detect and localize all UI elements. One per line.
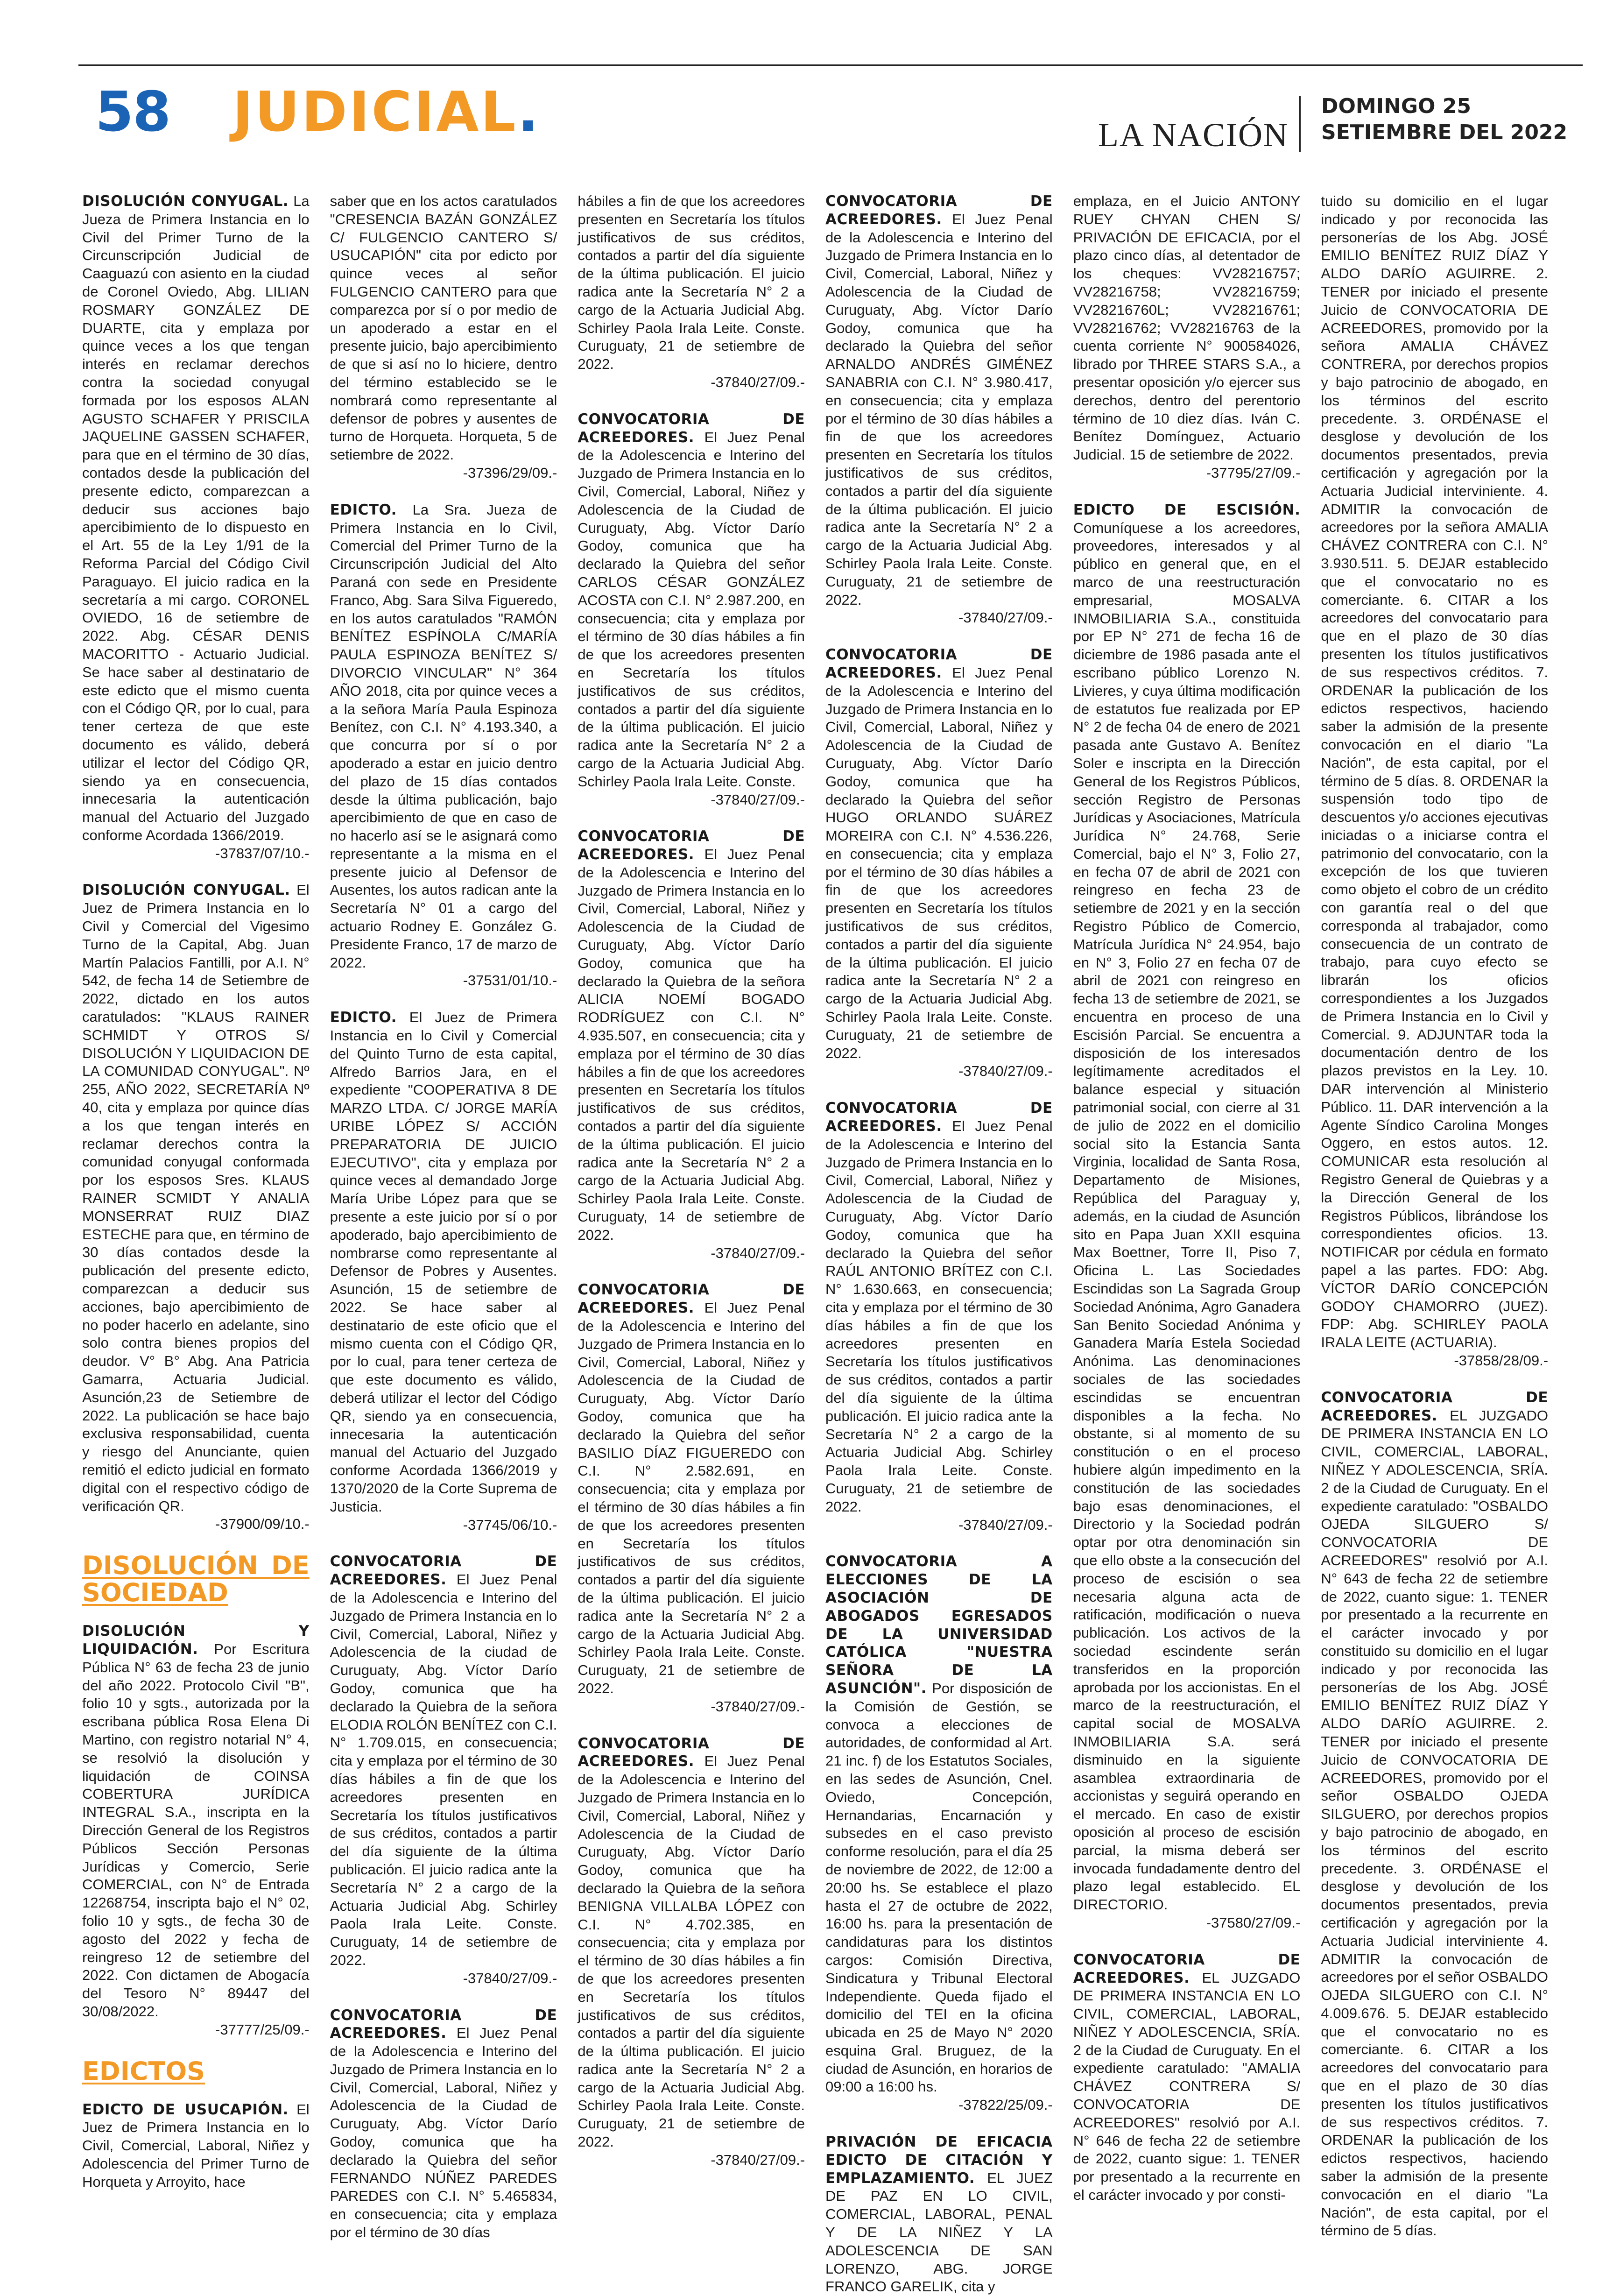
notice-reference-code: -37840/27/09.- — [958, 1516, 1053, 1533]
notice-reference-code: -37900/09/10.- — [215, 1516, 310, 1533]
notice-body: hábiles a fin de que los acreedores presenten en Secretaría los títulos justificativos de sus créditos, contados a partir del día siguiente de la última publicación. El juicio radica ante la Secretaría N° 2 a cargo de la Actuaria Judicial Abg. Schirley Paola Irala Leite. Conste. Curuguaty, 21 de setiembre de 2022. — [578, 193, 805, 373]
notice-heading: EDICTO DE ESCISIÓN. — [1073, 501, 1301, 518]
notice-heading: EDICTO. — [330, 501, 397, 518]
legal-notice — [330, 1553, 557, 1987]
legal-notice — [1073, 1951, 1301, 2204]
notice-reference-code: -37580/27/09.- — [1206, 1914, 1301, 1931]
notice-body: El Juez Penal de la Adolescencia e Interino del Juzgado de Primera Instancia en lo Civil, Comercial, Laboral, Niñez y Adolescencia de la Ciudad de Curuguaty, Abg. Víctor Darío Godoy, comunica que ha declarado la Quiebra del señor CARLOS CÉSAR GONZÁLEZ ACOSTA con C.I. N° 2.987.200, en consecuencia; cita y emplaza por el término de 30 días hábiles a fin de que los acreedores presenten en Secretaría los títulos justificativos de sus créditos, contados a partir del día siguiente de la última publicación. El juicio radica ante la Secretaría N° 2 a cargo de la Actuaria Judicial Abg. Schirley Paola Irala Leite. Conste. — [578, 429, 805, 790]
notice-body: La Sra. Jueza de Primera Instancia en lo Civil, Comercial del Primer Turno de la Circunscripción Judicial del Alto Paraná con sede en Presidente Franco, Abg. Sara Silva Figueredo, en los autos caratulados "RAMÓN BENÍTEZ ESPÍNOLA C/MARÍA PAULA ESPINOZA BENÍTEZ S/ DIVORCIO VINCULAR" N° 364 AÑO 2018, cita por quince veces a a la señora María Paula Espinoza Benítez, con C.I. N° 4.193.340, a que concurra por sí o por apoderado a estar en juicio dentro del plazo de 15 días contados desde la última publicación, bajo apercibimiento de que en caso de no hacerlo así se le asignará como representante a la misma en el presente juicio al Defensor de Ausentes, los autos radican ante la Secretaría N° 01 a cargo del actuario Rodney E. González G. Presidente Franco, 17 de marzo de 2022. — [330, 501, 557, 971]
notice-reference-code: -37531/01/10.- — [463, 972, 557, 989]
column-6 — [1321, 192, 1549, 2239]
section-title-text: JUDICIAL — [232, 79, 518, 144]
notice-reference-code: -37858/28/09.- — [1454, 1352, 1549, 1369]
legal-notice — [825, 1553, 1053, 2114]
legal-notice — [1321, 1389, 1548, 2240]
category-heading: DISOLUCIÓN DE SOCIEDAD — [82, 1551, 310, 1608]
notice-body: tuido su domicilio en el lugar indicado y por reconocida las personerías de los Abg. JOSÉ EMILIO BENÍTEZ RUIZ DÍAZ Y ALDO DARÍO AGUIRRE. 2. TENER por iniciado el presente Juicio de CONVOCATORIA DE ACREEDORES, promovido por la señora AMALIA CHÁVEZ CONTRERA, por derechos propios y bajo patrocinio de abogado, en los términos del escrito precedente. 3. ORDÉNASE el desglose y devolución de los documentos presentados, previa certificación y agregación por la Actuaria Judicial interviniente. 4. ADMITIR la convocación de acreedores por la señora AMALIA CHÁVEZ CONTRERA con C.I. N° 3.930.511. 5. DEJAR establecido que el convocatario no es comerciante. 6. CITAR a los acreedores del convocatario para que en el plazo de 30 días presenten los títulos justificativos de sus respectivos créditos. 7. ORDENAR la publicación de los edictos respectivos, haciendo saber la admisión de la presente convocación en el diario "La Nación", de esta capital, por el término de 5 días. 8. ORDENAR la suspensión todo tipo de descuentos y/o acciones ejecutivas iniciadas o a iniciarse contra el patrimonio del convocatario, con la excepción de los que tuvieren como objeto el cobro de un crédito con garantía real o del que corresponda al trabajador, como consecuencia de un contrato de trabajo, para cuyo efecto se librarán los oficios correspondientes a los Juzgados de Primera Instancia en lo Civil y Comercial. 9. ADJUNTAR toda la documentación dentro de los plazos previstos en la Ley. 10. DAR intervención al Ministerio Público. 11. DAR intervención a la Agente Síndico Carolina Monges Oggero, en estos autos. 12. COMUNICAR esta resolución al Registro General de Quiebras y a la Dirección General de los Registros Públicos, librándose los correspondientes oficios. 13. NOTIFICAR por cédula en formato papel a las partes. FDO: Abg. VÍCTOR DARÍO CONCEPCIÓN GODOY CHAMORRO (JUEZ). FDP: Abg. SCHIRLEY PAOLA IRALA LEITE (ACTUARIA). — [1321, 193, 1549, 1351]
notice-heading: CONVOCATORIA DE ACREEDORES. — [578, 410, 805, 446]
notice-reference-code: -37840/27/09.- — [711, 374, 805, 390]
legal-notice — [578, 1735, 805, 2169]
notice-body: El Juez de Primera Instancia en lo Civil, Comercial, Laboral, Niñez y Adolescencia del Primer Turno de Horqueta y Arroyito, hace — [82, 2101, 310, 2190]
notice-reference-code: -37840/27/09.- — [463, 1970, 557, 1986]
legal-notice — [330, 2006, 557, 2242]
classifieds-columns — [82, 192, 1549, 2295]
notice-reference-code: -37840/27/09.- — [711, 2151, 805, 2168]
page-header — [78, 70, 1583, 154]
notice-reference-code: -37840/27/09.- — [958, 609, 1053, 626]
legal-notice — [578, 827, 805, 1262]
section-title — [232, 79, 540, 144]
notice-heading: EDICTO DE USUCAPIÓN. — [82, 2101, 289, 2118]
notice-body: EL JUZGADO DE PRIMERA INSTANCIA EN LO CIVIL, COMERCIAL, LABORAL, NIÑEZ Y ADOLESCENCIA, SRÍA. 2 de la Ciudad de Curuguaty. En el expediente caratulado: "AMALIA CHÁVEZ CONTRERA S/ CONVOCATORIA DE ACREEDORES" resolvió por A.I. N° 646 de fecha 22 de setiembre de 2022, cuanto sigue: 1. TENER por presentado a la recurrente en el carácter invocado y por consti- — [1073, 1969, 1301, 2204]
notice-body: El Juez Penal de la Adolescencia e Interino del Juzgado de Primera Instancia en lo Civil, Comercial, Laboral, Niñez y Adolescencia de la Ciudad de Curuguaty, Abg. Víctor Darío Godoy, comunica que ha declarado la Quiebra del señor HUGO ORLANDO SUÁREZ MOREIRA con C.I. N° 4.536.226, en consecuencia; cita y emplaza por el término de 30 días hábiles a fin de que los acreedores presenten en Secretaría los títulos justificativos de sus créditos, contados a partir del día siguiente de la última publicación. El juicio radica ante la Secretaría N° 2 a cargo de la Actuaria Judicial Abg. Schirley Paola Irala Leite. Conste. Curuguaty, 21 de setiembre de 2022. — [825, 664, 1053, 1061]
notice-heading: CONVOCATORIA DE ACREEDORES. — [825, 1100, 1053, 1135]
notice-body: saber que en los actos caratulados "CRESENCIA BAZÁN GONZÁLEZ C/ FULGENCIO CANTERO S/ USUCAPIÓN" cita por edicto por quince veces al señor FULGENCIO CANTERO para que comparezca por sí o por medio de un apoderado a estar en el presente juicio, bajo apercibimiento de que si así no lo hiciere, dentro del término establecido se le nombrará como representante al defensor de pobres y ausentes de turno de Horqueta. Horqueta, 5 de setiembre de 2022. — [330, 193, 557, 463]
notice-heading: CONVOCATORIA DE ACREEDORES. — [1321, 1389, 1549, 1424]
page-number: 58 — [95, 79, 170, 144]
notice-reference-code: -37840/27/09.- — [711, 1698, 805, 1715]
notice-body: El Juez Penal de la Adolescencia e Interino del Juzgado de Primera Instancia en lo Civil, Comercial, Laboral, Niñez y Adolescencia de la Ciudad de Curuguaty, Abg. Víctor Darío Godoy, comunica que ha declarado la Quiebra del señor BASILIO DÍAZ FIGUEREDO con C.I. N° 2.582.691, en consecuencia; cita y emplaza por el término de 30 días hábiles a fin de que los acreedores presenten en Secretaría los títulos justificativos de sus créditos, contados a partir del día siguiente de la última publicación. El juicio radica ante la Secretaría N° 2 a cargo de la Actuaria Judicial Abg. Schirley Paola Irala Leite. Conste. Curuguaty, 21 de setiembre de 2022. — [578, 1300, 805, 1696]
notice-heading: CONVOCATORIA DE ACREEDORES. — [825, 193, 1053, 228]
notice-heading: DISOLUCIÓN Y LIQUIDACIÓN. — [82, 1623, 310, 1658]
notice-body: El Juez de Primera Instancia en lo Civil y Comercial del Vigesimo Turno de la Capital, Abg. Juan Martín Palacios Fantilli, por A.I. N° 542, de fecha 14 de Setiembre de 2022, dictado en los autos caratulados: "KLAUS RAINER SCHMIDT Y OTROS S/ DISOLUCIÓN Y LIQUIDACION DE LA COMUNIDAD CONYUGAL". Nº 255, AÑO 2022, SECRETARÍA Nº 40, cita y emplaza por quince días a los que tengan interés en reclamar derechos contra la comunidad conyugal conformada por los esposos Sres. KLAUS RAINER SCMIDT Y ANALIA MONSERRAT RUIZ DIAZ ESTECHE para que, en término de 30 días contados desde la publicación del presente edicto, comparezcan a deducir sus acciones, bajo apercibimiento de no poder hacerlo en adelante, sino solo contra bienes propios del deudor. V° B° Abg. Ana Patricia Gamarra, Actuaria Judicial. Asunción,23 de Setiembre de 2022. La publicación se hace bajo exclusiva responsabilidad, cuenta y riesgo del Anunciante, quien remitió el edicto judicial en formato digital con el respectivo código de verificación QR. — [82, 882, 310, 1514]
notice-body: Comuníquese a los acreedores, proveedores, interesados y al público en general que, en el marco de una reestructuración empresarial, MOSALVA INMOBILIARIA S.A., constituida por EP N° 271 de fecha 16 de diciembre de 1986 pasada ante el escribano público Lorenzo N. Livieres, y cuya última modificación de estatutos fue realizada por EP N° 2 de fecha 04 de enero de 2021 pasada ante Gustavo A. Benítez Soler e inscripta en la Dirección General de los Registros Públicos, sección Registro de Personas Jurídicas y Asociaciones, Matrícula Jurídica N° 24.768, Serie Comercial, bajo el N° 3, Folio 27, en fecha 07 de abril de 2021 con reingreso en fecha 23 de setiembre de 2021 y en la sección Registro Público de Comercio, Matrícula Jurídica N° 24.954, bajo en N° 3, Folio 27 en fecha 07 de abril de 2021 con reingreso en fecha 13 de setiembre de 2021, se encuentra en proceso de una Escisión Parcial. Se encuentra a disposición de los interesados legítimamente acreditados el balance especial y situación patrimonial social, con cierre al 31 de julio de 2022 en el domicilio social sito la Estancia Santa Virginia, localidad de Santa Rosa, Departamento de Misiones, República del Paraguay y, además, en la ciudad de Asunción sito en Papa Juan XXII esquina Max Boettner, Torre II, Piso 7, Oficina L. Las Sociedades Escindidas son La Sagrada Group Sociedad Anónima, Agro Ganadera San Benito Sociedad Anónima y Ganadera María Estela Sociedad Anónima. Las denominaciones sociales de las sociedades escindidas se encuentran disponibles a la fecha. No obstante, si al momento de su constitución o en el proceso hubiere algún impedimento en la constitución de las sociedades bajo esas denominaciones, el Directorio y la Sociedad podrán optar por otra denominación sin que ello obste a la consecución del proceso de escisión o sea necesaria alguna acta de ratificación, modificación o nueva publicación. Los activos de la sociedad escindente serán transferidos en la proporción aprobada por los accionistas. En el marco de la reestructuración, el capital social de MOSALVA INMOBILIARIA S.A. será disminuido en la siguiente asamblea extraordinaria de accionistas y seguirá operando en el mercado. En caso de existir oposición al proceso de escisión parcial, la misma deberá ser invocada fundadamente dentro del plazo legal establecido. EL DIRECTORIO. — [1073, 519, 1301, 1913]
legal-notice — [82, 881, 310, 1533]
notice-heading: CONVOCATORIA DE ACREEDORES. — [330, 2006, 557, 2042]
notice-heading: CONVOCATORIA DE ACREEDORES. — [578, 828, 805, 863]
notice-heading: DISOLUCIÓN CONYUGAL. — [82, 882, 290, 899]
notice-heading: CONVOCATORIA DE ACREEDORES. — [825, 646, 1053, 681]
legal-notice — [825, 646, 1053, 1081]
notice-heading: CONVOCATORIA DE ACREEDORES. — [330, 1553, 557, 1589]
notice-reference-code: -37837/07/10.- — [215, 845, 310, 862]
notice-body: El Juez Penal de la Adolescencia e Interino del Juzgado de Primera Instancia en lo Civil, Comercial, Laboral, Niñez y Adolescencia de la Ciudad de Curuguaty, Abg. Víctor Darío Godoy, comunica que ha declarado la Quiebra del señor RAÚL ANTONIO BRÍTEZ con C.I. N° 1.630.663, en consecuencia; cita y emplaza por el término de 30 días hábiles a fin de que los acreedores presenten en Secretaría los títulos justificativos de sus créditos, contados a partir del día siguiente de la última publicación. El juicio radica ante la Secretaría N° 2 a cargo de la Actuaria Judicial Abg. Schirley Paola Irala Leite. Conste. Curuguaty, 21 de setiembre de 2022. — [825, 1118, 1053, 1515]
notice-reference-code: -37745/06/10.- — [463, 1516, 557, 1533]
notice-body: Por Escritura Pública N° 63 de fecha 23 de junio del año 2022. Protocolo Civil "B", folio 10 y sgts., autorizada por la escribana pública Rosa Elena Di Martino, con registro notarial N° 4, se resolvió la disolución y liquidación de COINSA COBERTURA JURÍDICA INTEGRAL S.A., inscripta en la Dirección General de los Registros Públicos Sección Personas Jurídicas y Comercio, Serie COMERCIAL, con N° de Entrada 12268754, inscripta bajo el N° 02, folio 10 y sgts., de fecha 30 de agosto del 2022 y fecha de reingreso 12 de setiembre del 2022. Con dictamen de Abogacía del Tesoro N° 89447 del 30/08/2022. — [82, 1640, 310, 2020]
legal-notice — [825, 1099, 1053, 1534]
legal-notice — [825, 192, 1053, 627]
notice-heading: EDICTO. — [330, 1009, 397, 1026]
legal-notice — [82, 2101, 310, 2191]
category-heading: EDICTOS — [82, 2056, 205, 2086]
column-1 — [82, 192, 310, 2190]
notice-body: La Jueza de Primera Instancia en lo Civil del Primer Turno de la Circunscripción Judicial de Caaguazú con asiento en la ciudad de Coronel Oviedo, Abg. LILIAN ROSMARY GONZÁLEZ DE DUARTE, cita y emplaza por quince veces a los que tengan interés en reclamar derechos contra la sociedad conyugal formada por los esposos ALAN AGUSTO SCHAFER Y PRISCILA JAQUELINE GASSEN SCHAFER, para que en el término de 30 días, contados desde la publicación del presente edicto, comparezcan a deducir sus acciones bajo apercibimiento de lo dispuesto en el Art. 55 de la Ley 1/91 de la Reforma Parcial del Código Civil Paraguayo. El juicio radica en la secretaría a mi cargo. CORONEL OVIEDO, 16 de setiembre de 2022. Abg. CÉSAR DENIS MACORITTO - Actuario Judicial. Se hace saber al destinatario de este edicto que el mismo cuenta con el Código QR, por lo cual, para tener certeza de que este documento es válido, deberá utilizar el lector del Código QR, siendo ya en consecuencia, innecesaria la autenticación manual del Actuario del Juzgado conforme Acordada 1366/2019. — [82, 193, 310, 843]
issue-date — [1321, 93, 1583, 146]
newspaper-logo: LA NACIÓN — [1098, 116, 1289, 154]
notice-heading: DISOLUCIÓN CONYUGAL. — [82, 193, 289, 210]
notice-reference-code: -37840/27/09.- — [711, 791, 805, 808]
notice-reference-code: -37840/27/09.- — [958, 1063, 1053, 1080]
notice-body: El Juez Penal de la Adolescencia e Interino del Juzgado de Primera Instancia en lo Civil, Comercial, Laboral, Niñez y Adolescencia de la Ciudad de Curuguaty, Abg. Víctor Darío Godoy, comunica que ha declarado la Quiebra del señor ARNALDO ANDRÉS GIMÉNEZ SANABRIA con C.I. N° 3.980.417, en consecuencia; cita y emplaza por el término de 30 días hábiles a fin de que los acreedores presenten en Secretaría los títulos justificativos de sus créditos, contados a partir del día siguiente de la última publicación. El juicio radica ante la Secretaría N° 2 a cargo de la Actuaria Judicial Abg. Schirley Paola Irala Leite. Conste. Curuguaty, 21 de setiembre de 2022. — [825, 211, 1053, 608]
legal-notice — [330, 501, 557, 990]
header-rule — [78, 64, 1583, 66]
notice-reference-code: -37795/27/09.- — [1206, 464, 1301, 481]
notice-reference-code: -37840/27/09.- — [711, 1244, 805, 1261]
column-4 — [825, 192, 1053, 2295]
issue-date-month: SETIEMBRE DEL 2022 — [1321, 120, 1568, 144]
legal-notice — [330, 1009, 557, 1534]
notice-heading: PRIVACIÓN DE EFICACIA EDICTO DE CITACIÓN Y EMPLAZAMIENTO. — [825, 2134, 1053, 2187]
legal-notice — [1321, 192, 1548, 1370]
legal-notice — [82, 1622, 310, 2039]
notice-body: El Juez Penal de la Adolescencia e Interino del Juzgado de Primera Instancia en lo Civil, Comercial, Laboral, Niñez y Adolescencia de la Ciudad de Curuguaty, Abg. Víctor Darío Godoy, comunica que ha declarado la Quiebra de la señora BENIGNA VILLALBA LÓPEZ con C.I. N° 4.702.385, en consecuencia; cita y emplaza por el término de 30 días hábiles a fin de que los acreedores presenten en Secretaría los títulos justificativos de sus créditos, contados a partir del día siguiente de la última publicación. El juicio radica ante la Secretaría N° 2 a cargo de la Actuaria Judicial Abg. Schirley Paola Irala Leite. Conste. Curuguaty, 21 de setiembre de 2022. — [578, 1753, 805, 2150]
legal-notice — [825, 2133, 1053, 2296]
legal-notice — [578, 192, 805, 392]
column-5 — [1073, 192, 1301, 2204]
legal-notice — [578, 1281, 805, 1716]
notice-body: El Juez Penal de la Adolescencia e Interino del Juzgado de Primera Instancia en lo Civil, Comercial, Laboral, Niñez y Adolescencia de la Ciudad de Curuguaty, Abg. Víctor Darío Godoy, comunica que ha declarado la Quiebra del señor FERNANDO NÚÑEZ PAREDES PAREDES con C.I. N° 5.465834, en consecuencia; cita y emplaza por el término de 30 días — [330, 2025, 557, 2241]
legal-notice — [578, 410, 805, 809]
issue-date-day: DOMINGO 25 — [1321, 94, 1471, 118]
notice-body: EL JUZGADO DE PRIMERA INSTANCIA EN LO CIVIL, COMERCIAL, LABORAL, NIÑEZ Y ADOLESCENCIA, SRÍA. 2 de la Ciudad de Curuguaty. En el expediente caratulado: "OSBALDO OJEDA SILGUERO S/ CONVOCATORIA DE ACREEDORES" resolvió por A.I. N° 643 de fecha 22 de setiembre de 2022, cuanto sigue: 1. TENER por presentado a la recurrente en el carácter invocado y por constituido su domicilio en el lugar indicado y por reconocida las personerías de los Abg. JOSÉ EMILIO BENÍTEZ RUIZ DÍAZ Y ALDO DARÍO AGUIRRE. 2. TENER por iniciado el presente Juicio de CONVOCATORIA DE ACREEDORES, promovido por el señor OSBALDO OJEDA SILGUERO, por derechos propios y bajo patrocinio de abogado, en los términos del escrito precedente. 3. ORDÉNASE el desglose y devolución de los documentos presentados, previa certificación y agregación por la Actuaria Judicial interviniente 4. ADMITIR la convocación de acreedores por el señor OSBALDO OJEDA SILGUERO con C.I. N° 4.009.676. 5. DEJAR establecido que el convocatario no es comerciante. 6. CITAR a los acreedores del convocatario para que en el plazo de 30 días presenten los títulos justificativos de sus respectivos créditos. 7. ORDENAR la publicación de los edictos respectivos, haciendo saber la admisión de la presente convocación en el diario "La Nación", de esta capital, por el término de 5 días. — [1321, 1407, 1549, 2239]
header-divider — [1299, 96, 1301, 152]
notice-heading: CONVOCATORIA A ELECCIONES DE LA ASOCIACIÓN DE ABOGADOS EGRESADOS DE LA UNIVERSIDAD CATÓLICA "NUESTRA SEÑORA DE LA ASUNCIÓN". — [825, 1553, 1053, 1697]
notice-body: El Juez Penal de la Adolescencia e Interino del Juzgado de Primera Instancia en lo Civil, Comercial, Laboral, Niñez y Adolescencia de la ciudad de Curuguaty, Abg. Víctor Darío Godoy, comunica que ha declarado la Quiebra de la señora ELODIA ROLÓN BENÍTEZ con C.I. N° 1.709.015, en consecuencia; cita y emplaza por el término de 30 días hábiles a fin de que los acreedores presenten en Secretaría los títulos justificativos de sus créditos, contados a partir del día siguiente de la última publicación. El juicio radica ante la Secretaría N° 2 a cargo de la Actuaria Judicial Abg. Schirley Paola Irala Leite. Conste. Curuguaty, 14 de setiembre de 2022. — [330, 1571, 557, 1968]
legal-notice — [82, 192, 310, 862]
section-title-dot: . — [517, 79, 541, 144]
notice-body: El Juez Penal de la Adolescencia e Interino del Juzgado de Primera Instancia en lo Civil, Comercial, Laboral, Niñez y Adolescencia de la Ciudad de Curuguaty, Abg. Víctor Darío Godoy, comunica que ha declarado la Quiebra de la señora ALICIA NOEMÍ BOGADO RODRÍGUEZ con C.I. N° 4.935.507, en consecuencia; cita y emplaza por el término de 30 días hábiles a fin de que los acreedores presenten en Secretaría los títulos justificativos de sus créditos, contados a partir del día siguiente de la última publicación. El juicio radica ante la Secretaría N° 2 a cargo de la Actuaria Judicial Abg. Schirley Paola Irala Leite. Conste. Curuguaty, 14 de setiembre de 2022. — [578, 846, 805, 1243]
column-3 — [578, 192, 805, 2168]
legal-notice — [330, 192, 557, 482]
notice-body: El Juez de Primera Instancia en lo Civil y Comercial del Quinto Turno de esta capital, Alfredo Barrios Jara, en el expediente "COOPERATIVA 8 DE MARZO LTDA. C/ JORGE MARÍA URIBE LÓPEZ S/ ACCIÓN PREPARATORIA DE JUICIO EJECUTIVO", cita y emplaza por quince veces al demandado Jorge María Uribe López para que se presente a este juicio por sí o por apoderado, bajo apercibimiento de nombrarse como representante al Defensor de Pobres y Ausentes. Asunción, 15 de setiembre de 2022. Se hace saber al destinatario de este oficio que el mismo cuenta con el Código QR, por lo cual, para tener certeza de que este documento es válido, deberá utilizar el lector del Código QR, siendo ya en consecuencia, innecesaria la autenticación manual del Actuario del Juzgado conforme Acordada 1366/2019 y 1370/2020 de la Corte Suprema de Justicia. — [330, 1009, 557, 1515]
legal-notice — [1073, 501, 1301, 1932]
notice-reference-code: -37822/25/09.- — [958, 2097, 1053, 2113]
notice-reference-code: -37777/25/09.- — [215, 2021, 310, 2038]
column-2 — [330, 192, 557, 2241]
notice-heading: CONVOCATORIA DE ACREEDORES. — [578, 1281, 805, 1317]
legal-notice — [1073, 192, 1301, 482]
notice-heading: CONVOCATORIA DE ACREEDORES. — [578, 1735, 805, 1770]
notice-reference-code: -37396/29/09.- — [463, 464, 557, 481]
notice-body: emplaza, en el Juicio ANTONY RUEY CHYAN CHEN S/ PRIVACIÓN DE EFICACIA, por el plazo cinco días, al detentador de los cheques: VV28216757; VV28216758; VV28216759; VV28216760L; VV28216761; VV28216762; VV28216763 de la cuenta corriente N° 900584026, librado por THREE STARS S.A., a presentar oposición y/o ejercer sus derechos, dentro del perentorio término de 10 diez días. Iván C. Benítez Domínguez, Actuario Judicial. 15 de setiembre de 2022. — [1073, 193, 1301, 463]
notice-body: Por disposición de la Comisión de Gestión, se convoca a elecciones de autoridades, de conformidad al Art. 21 inc. f) de los Estatutos Sociales, en las sedes de Asunción, Cnel. Oviedo, Concepción, Hernandarias, Encarnación y subsedes en el caso previsto conforme resolución, para el día 25 de noviembre de 2022, de 12:00 a 20:00 hs. Se establece el plazo hasta el 27 de octubre de 2022, 16:00 hs. para la presentación de candidaturas para los distintos cargos: Comisión Directiva, Sindicatura y Tribunal Electoral Independiente. Queda fijado el domicilio del TEI en la oficina ubicada en 25 de Mayo N° 2020 esquina Gral. Bruguez, de la ciudad de Asunción, en horarios de 09:00 a 16:00 hs. — [825, 1680, 1053, 2095]
notice-heading: CONVOCATORIA DE ACREEDORES. — [1073, 1951, 1301, 1986]
notice-body: EL JUEZ DE PAZ EN LO CIVIL, COMERCIAL, LABORAL, PENAL Y DE LA NIÑEZ Y LA ADOLESCENCIA DE SAN LORENZO, ABG. JORGE FRANCO GARELIK, cita y — [825, 2169, 1053, 2295]
